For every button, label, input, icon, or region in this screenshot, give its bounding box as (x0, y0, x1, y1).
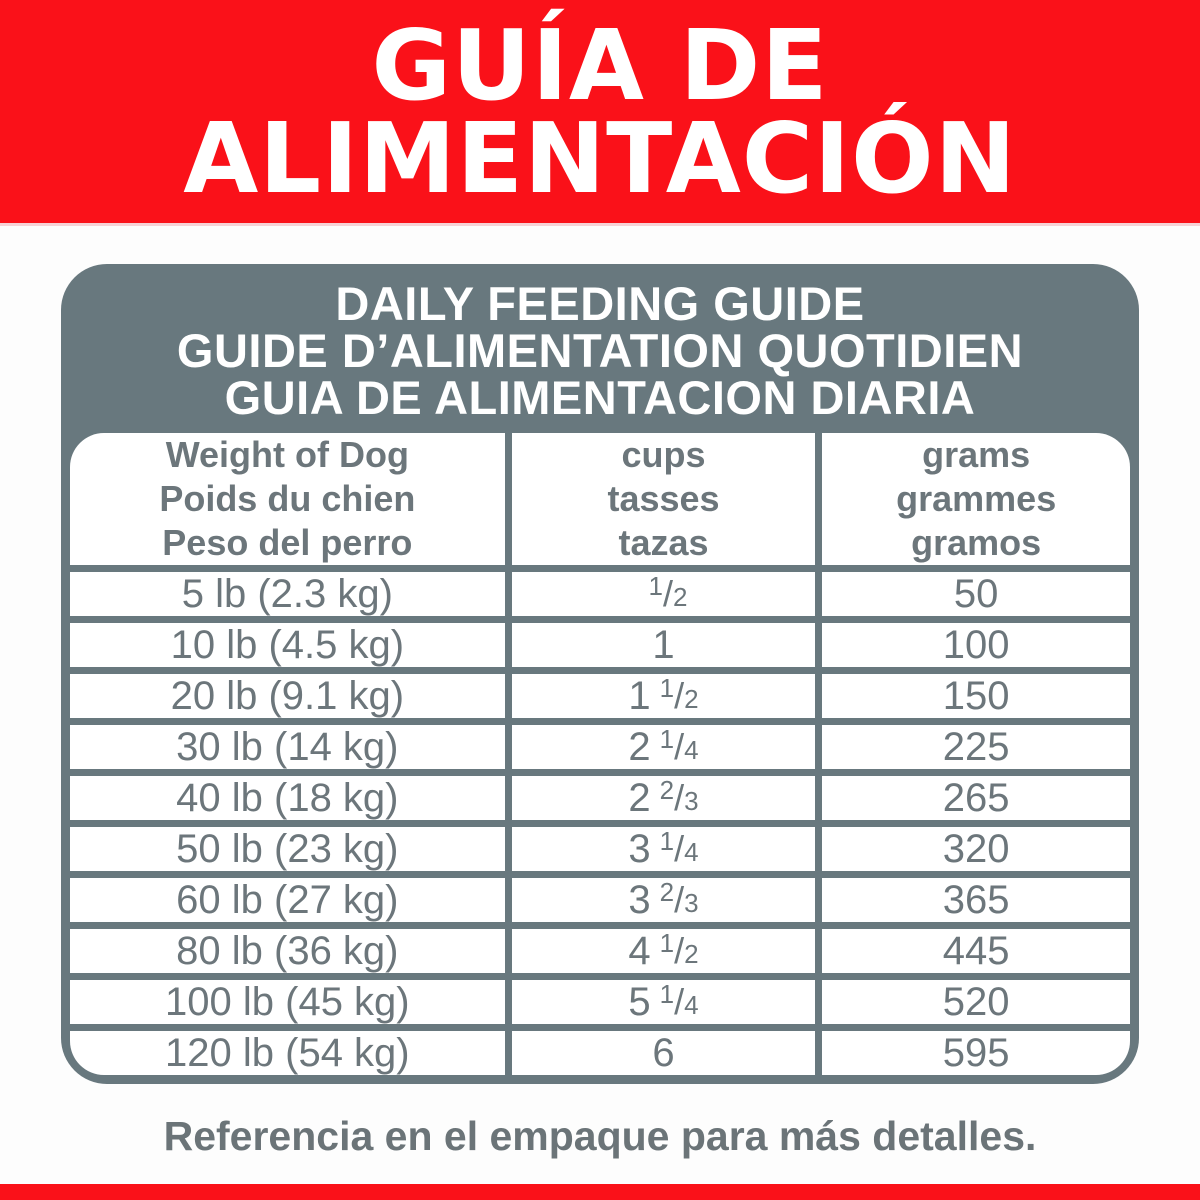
column-header-grams-fr: grammes (896, 478, 1057, 519)
weight-cell: 5 lb (2.3 kg) (70, 572, 505, 616)
column-header-cups (512, 433, 816, 565)
column-header-weight-fr: Poids du chien (159, 478, 416, 519)
feeding-guide-panel (61, 264, 1139, 1084)
column-header-cups-es: tazas (618, 522, 709, 563)
cups-cell: 3 1 / 4 (512, 827, 816, 871)
cups-cell: 1 1 / 2 (512, 674, 816, 718)
weight-cell: 100 lb (45 kg) (70, 980, 505, 1024)
bottom-red-strip (0, 1184, 1200, 1200)
column-header-cups-en: cups (621, 434, 706, 475)
cups-cell: 6 (512, 1031, 816, 1075)
cups-cell: 4 1 / 2 (512, 929, 816, 973)
grams-cell: 225 (822, 725, 1130, 769)
page-title-line2: ALIMENTACIÓN (183, 101, 1017, 215)
column-header-weight-en: Weight of Dog (165, 434, 409, 475)
weight-cell: 120 lb (54 kg) (70, 1031, 505, 1075)
weight-cell: 20 lb (9.1 kg) (70, 674, 505, 718)
grams-cell: 445 (822, 929, 1130, 973)
column-header-weight-es: Peso del perro (162, 522, 413, 563)
weight-cell: 30 lb (14 kg) (70, 725, 505, 769)
grams-cell: 50 (822, 572, 1130, 616)
page-title (183, 8, 1017, 215)
grams-cell: 150 (822, 674, 1130, 718)
cups-cell: 2 1 / 4 (512, 725, 816, 769)
reference-note: Referencia en el empaque para más detalles. (163, 1113, 1037, 1159)
page-title-line1: GUÍA DE (371, 8, 829, 122)
grams-cell: 265 (822, 776, 1130, 820)
cups-cell: 5 1 / 4 (512, 980, 816, 1024)
column-header-grams-es: gramos (911, 522, 1042, 563)
grams-cell: 320 (822, 827, 1130, 871)
grams-cell: 595 (822, 1031, 1130, 1075)
feeding-guide-title-en: DAILY FEEDING GUIDE (335, 277, 865, 330)
column-header-cups-fr: tasses (607, 478, 720, 519)
column-header-grams-en: grams (922, 434, 1031, 475)
cups-cell: 1 (512, 623, 816, 667)
header-banner (0, 0, 1200, 226)
cups-cell: 2 2 / 3 (512, 776, 816, 820)
column-header-grams (822, 433, 1130, 565)
feeding-guide-title (70, 264, 1130, 433)
grams-cell: 100 (822, 623, 1130, 667)
weight-cell: 40 lb (18 kg) (70, 776, 505, 820)
cups-cell: 3 2 / 3 (512, 878, 816, 922)
feeding-table-grid (70, 433, 1130, 1075)
weight-cell: 50 lb (23 kg) (70, 827, 505, 871)
grams-cell: 520 (822, 980, 1130, 1024)
weight-cell: 10 lb (4.5 kg) (70, 623, 505, 667)
feeding-guide-title-es: GUIA DE ALIMENTACION DIARIA (224, 371, 976, 424)
cups-cell: 1 / 2 (512, 572, 816, 616)
grams-cell: 365 (822, 878, 1130, 922)
weight-cell: 80 lb (36 kg) (70, 929, 505, 973)
weight-cell: 60 lb (27 kg) (70, 878, 505, 922)
column-header-weight (70, 433, 505, 565)
feeding-guide-title-fr: GUIDE D’ALIMENTATION QUOTIDIEN (176, 324, 1024, 377)
